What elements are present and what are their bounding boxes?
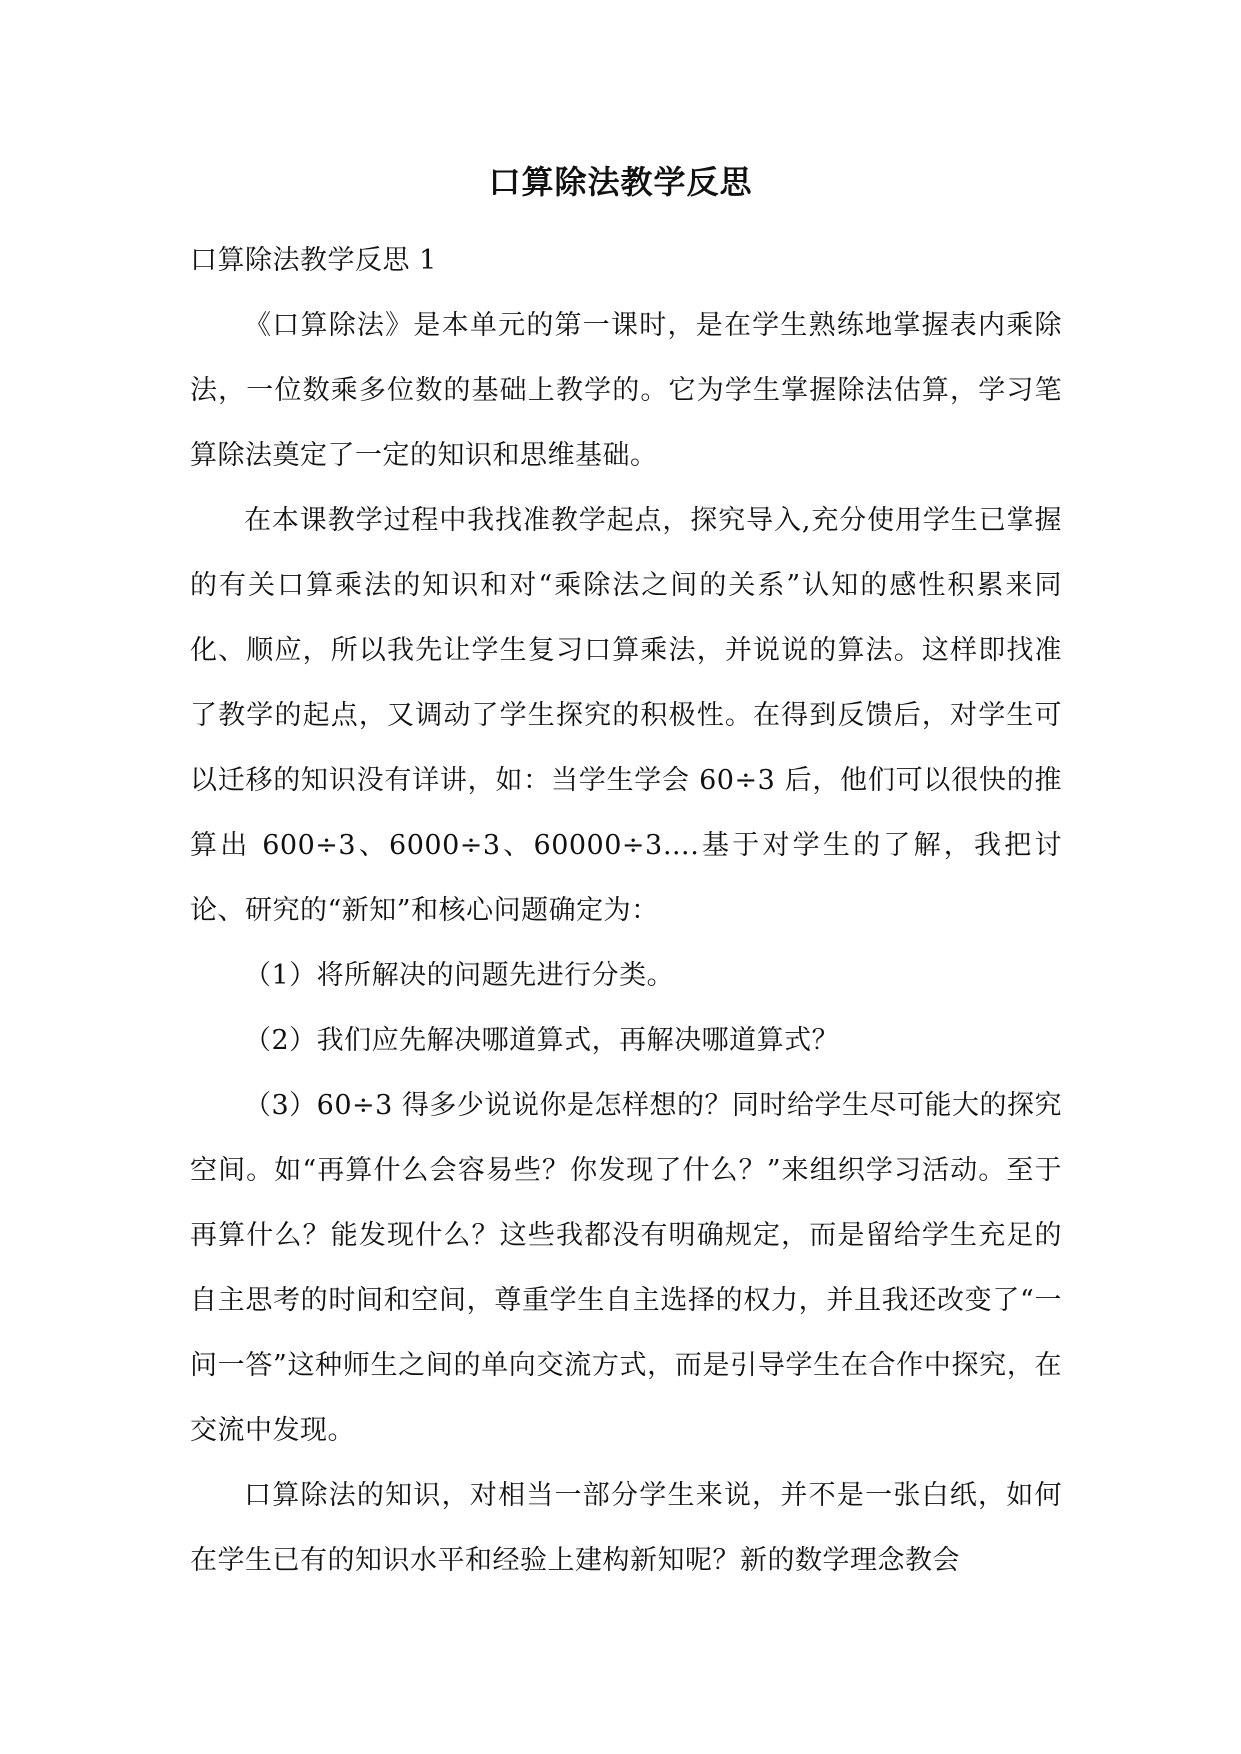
document-title: 口算除法教学反思 — [488, 163, 753, 201]
list-item-2: （2）我们应先解决哪道算式，再解决哪道算式？ — [244, 1025, 840, 1056]
list-item-3: （3）60÷3 得多少说说你是怎样想的？同时给学生尽可能大的探究空间。如“再算什么会容易些？你发现了什么？”来组织学习活动。至于再算什么？能发现什么？这些我都没有明确规定，而是留给学生充足的自主思考的时间和空间，尊重学生自主选择的权力，并且我还改变了“一问一答”这种师生之间的单向交流方式，而是引导学生在合作中探究，在交流中发现。 — [190, 1090, 1062, 1446]
paragraph-3: 口算除法的知识，对相当一部分学生来说，并不是一张白纸，如何在学生已有的知识水平和经验上建构新知呢？新的数学理念教会 — [190, 1480, 1062, 1576]
paragraph-2: 在本课教学过程中我找准教学起点，探究导入,充分使用学生已掌握的有关口算乘法的知识和对“乘除法之间的关系”认知的感性积累来同化、顺应，所以我先让学生复习口算乘法，并说说的算法。这样即找准了教学的起点，又调动了学生探究的积极性。在得到反馈后，对学生可以迁移的知识没有详讲，如：当学生学会 60÷3 后，他们可以很快的推算出 600÷3、6000÷3、60000÷3….基于对学生的了解，我把讨论、研究的“新知”和核心问题确定为： — [190, 505, 1062, 926]
document-body — [190, 228, 1062, 1593]
section-heading: 口算除法教学反思 1 — [190, 245, 437, 276]
list-item-1: （1）将所解决的问题先进行分类。 — [244, 960, 675, 991]
paragraph-1: 《口算除法》是本单元的第一课时，是在学生熟练地掌握表内乘除法，一位数乘多位数的基础上教学的。它为学生掌握除法估算，学习笔算除法奠定了一定的知识和思维基础。 — [190, 310, 1062, 471]
